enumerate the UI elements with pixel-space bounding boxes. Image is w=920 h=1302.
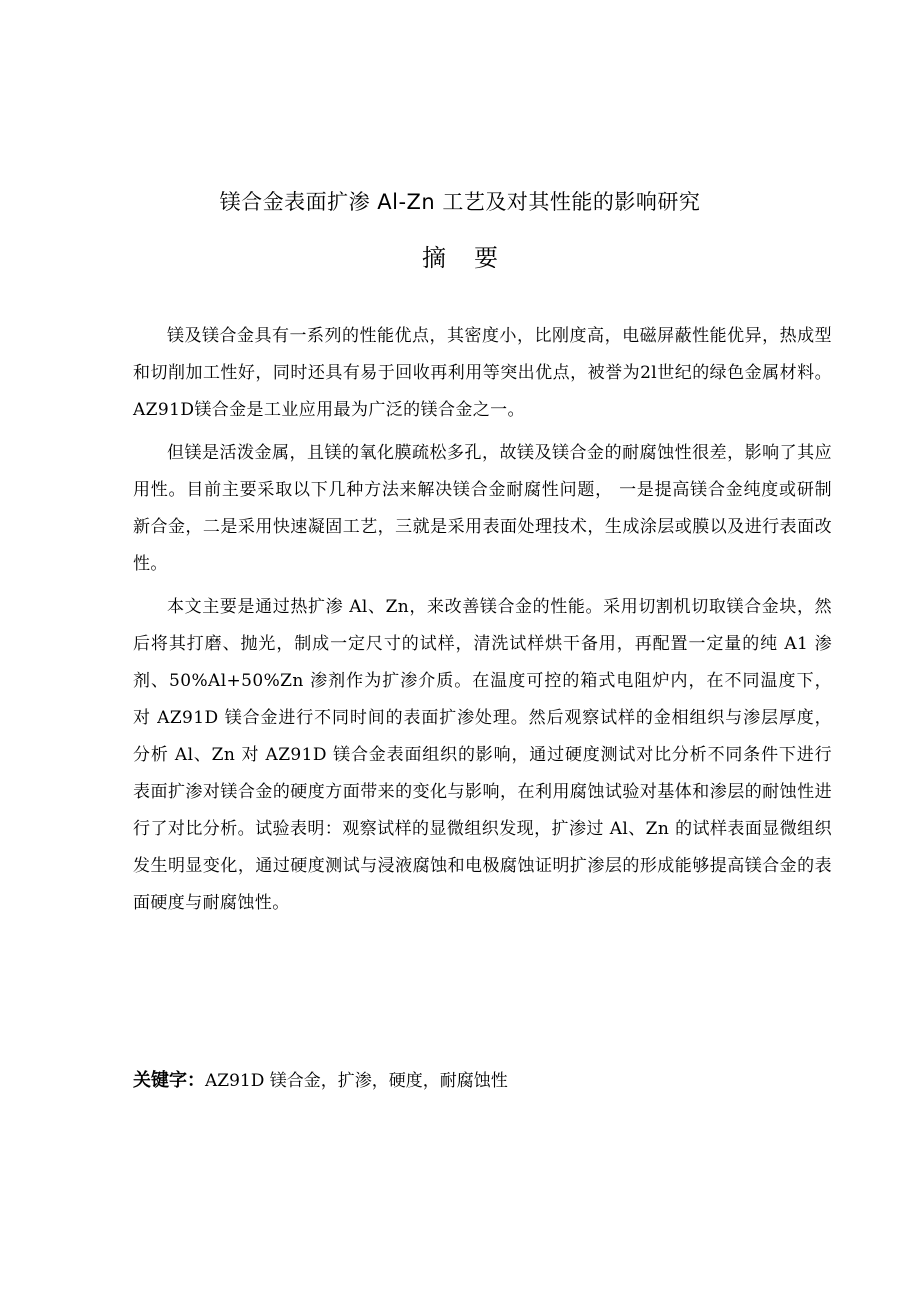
abstract-body <box>133 318 832 928</box>
abstract-paragraph-2: 但镁是活泼金属，且镁的氧化膜疏松多孔，故镁及镁合金的耐腐蚀性很差，影响了其应用性。目前主要采取以下几种方法来解决镁合金耐腐性问题， 一是提高镁合金纯度或研制新合金，二是采用快速凝固工艺，三就是采用表面处理技术，生成涂层或膜以及进行表面改性。 <box>133 443 832 574</box>
abstract-heading: 摘要 <box>422 244 526 272</box>
keywords-label: 关键字： <box>133 1070 205 1091</box>
abstract-paragraph-1: 镁及镁合金具有一系列的性能优点，其密度小，比刚度高，电磁屏蔽性能优异，热成型和切削加工性好，同时还具有易于回收再利用等突出优点，被誉为2l世纪的绿色金属材料。AZ91D镁合金是工业应用最为广泛的镁合金之一。 <box>133 326 832 420</box>
keywords-text: AZ91D 镁合金，扩渗，硬度，耐腐蚀性 <box>205 1071 508 1091</box>
keywords-line <box>133 1066 508 1096</box>
abstract-paragraph-3: 本文主要是通过热扩渗 Al、Zn，来改善镁合金的性能。采用切割机切取镁合金块，然后将其打磨、抛光，制成一定尺寸的试样，清洗试样烘干备用，再配置一定量的纯 A1 渗剂、50%Al+50%Zn 渗剂作为扩渗介质。在温度可控的箱式电阻炉内，在不同温度下， 对 AZ91D 镁合金进行不同时间的表面扩渗处理。然后观察试样的金相组织与渗层厚度，分析 Al、Zn 对 AZ91D 镁合金表面组织的影响，通过硬度测试对比分析不同条件下进行表面扩渗对镁合金的硬度方面带来的变化与影响，在利用腐蚀试验对基体和渗层的耐蚀性进行了对比分析。试验表明：观察试样的显微组织发现，扩渗过 Al、Zn 的试样表面显微组织发生明显变化，通过硬度测试与浸液腐蚀和电极腐蚀证明扩渗层的形成能够提高镁合金的表面硬度与耐腐蚀性。 <box>133 597 832 913</box>
paper-title: 镁合金表面扩渗 Al-Zn 工艺及对其性能的影响研究 <box>219 190 701 214</box>
